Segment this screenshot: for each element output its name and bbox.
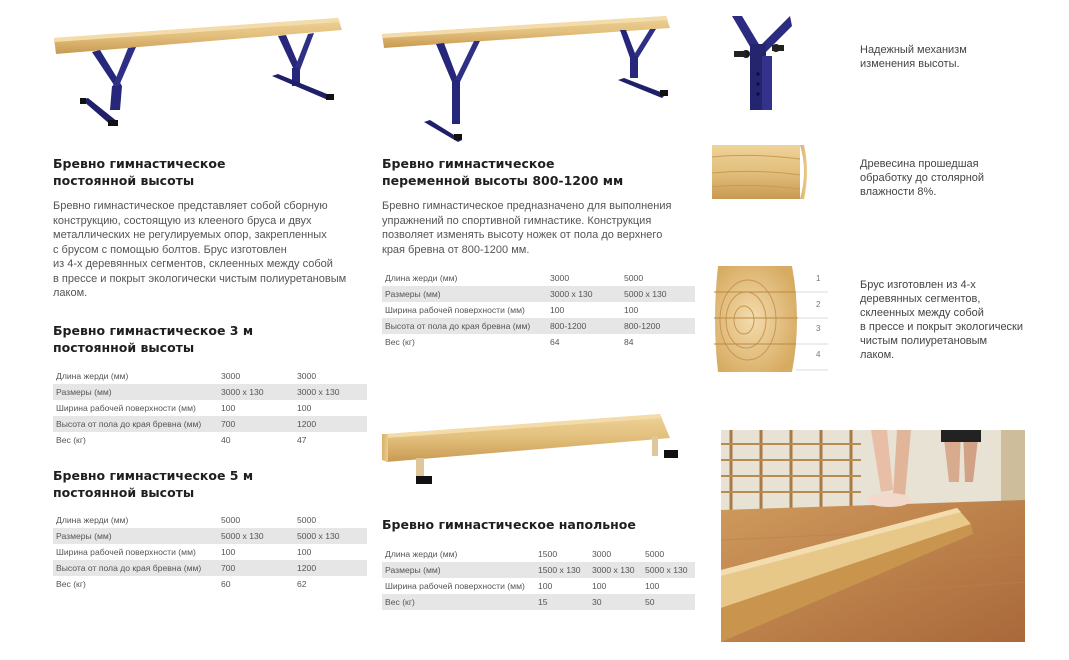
table-row xyxy=(382,562,695,578)
table-row xyxy=(53,544,367,560)
spec-value: 84 xyxy=(624,337,634,347)
spec-value: 30 xyxy=(589,594,642,610)
spec-value: 60 xyxy=(221,579,231,589)
spec-value: 100 xyxy=(297,403,312,413)
table-row xyxy=(53,560,367,576)
table-row xyxy=(53,384,367,400)
spec-value: 100 xyxy=(297,547,312,557)
floor-beam-title: Бревно гимнастическое напольное xyxy=(382,517,636,532)
spec-label: Размеры (мм) xyxy=(382,286,547,302)
spec-value: 3000 xyxy=(550,273,570,283)
spec-label: Длина жерди (мм) xyxy=(56,371,129,381)
spec-value: 3000 x 130 xyxy=(294,384,367,400)
spec-value: 1500 x 130 xyxy=(535,562,589,578)
table-row xyxy=(53,576,367,592)
fixed-beam-image xyxy=(52,14,344,130)
spec-value: 3000 x 130 xyxy=(218,384,294,400)
table-row xyxy=(53,528,367,544)
spec-label: Высота от пола до края бревна (мм) xyxy=(382,318,547,334)
feature-segments-text: Брус изготовлен из 4-х деревянных сегментов, склеенных между собой в прессе и покрыт экологически чистым полиуретановым лаком. xyxy=(860,279,1024,361)
spec-value: 3000 xyxy=(221,371,241,381)
spec-value: 100 xyxy=(624,305,639,315)
table-row xyxy=(382,302,695,318)
spec-value: 62 xyxy=(297,579,307,589)
spec-value: 15 xyxy=(535,594,589,610)
feature-wood-text: Древесина прошедшая обработку до столярной влажности 8%. xyxy=(860,158,985,198)
spec-value: 800-1200 xyxy=(547,318,621,334)
spec-label: Ширина рабочей поверхности (мм) xyxy=(56,403,196,413)
table-row xyxy=(53,368,367,384)
floor-beam-image xyxy=(380,412,690,488)
spec-value: 3000 xyxy=(297,371,317,381)
segment-number: 2 xyxy=(816,300,821,309)
spec-value: 3000 x 130 xyxy=(589,562,642,578)
spec-value: 47 xyxy=(297,435,307,445)
spec-value: 100 xyxy=(538,581,553,591)
table-row xyxy=(382,594,695,610)
spec-label: Высота от пола до края бревна (мм) xyxy=(53,416,218,432)
spec-label: Вес (кг) xyxy=(385,337,415,347)
spec-value: 3000 x 130 xyxy=(547,286,621,302)
spec-value: 1200 xyxy=(294,416,367,432)
table-row xyxy=(382,270,695,286)
spec-label: Размеры (мм) xyxy=(53,384,218,400)
spec-value: 5000 x 130 xyxy=(218,528,294,544)
spec-label: Ширина рабочей поверхности (мм) xyxy=(385,581,525,591)
table-row xyxy=(53,432,367,448)
segment-number: 4 xyxy=(816,350,821,359)
spec-label: Ширина рабочей поверхности (мм) xyxy=(385,305,525,315)
spec-value: 5000 xyxy=(221,515,241,525)
table-row xyxy=(382,546,695,562)
spec-value: 800-1200 xyxy=(621,318,695,334)
spec-label: Длина жерди (мм) xyxy=(385,273,458,283)
spec-value: 100 xyxy=(221,403,236,413)
spec-value: 5000 xyxy=(645,549,665,559)
fixed-beam-description: Бревно гимнастическое представляет собой сборную конструкцию, состоящую из клееного бруса и двух металлических не регулируемых опор, закрепленных с брусом с помощью болтов. Брус изготовлен из 4-х деревянных сегментов, склеенных между собой в прессе и покрыт экологически чистым полиуретановым лаком. xyxy=(53,200,347,299)
table-row xyxy=(382,334,695,350)
spec-value: 1200 xyxy=(294,560,367,576)
table-row xyxy=(53,416,367,432)
spec-value: 5000 x 130 xyxy=(294,528,367,544)
spec-value: 3000 xyxy=(592,549,612,559)
table-row xyxy=(382,578,695,594)
spec-value: 64 xyxy=(550,337,560,347)
spec-label: Длина жерди (мм) xyxy=(56,515,129,525)
table-row xyxy=(382,286,695,302)
spec-value: 100 xyxy=(550,305,565,315)
spec-value: 5000 xyxy=(297,515,317,525)
gymnast-photo xyxy=(721,430,1025,642)
spec-value: 100 xyxy=(592,581,607,591)
table-row xyxy=(53,512,367,528)
spec-value: 40 xyxy=(221,435,231,445)
spec-label: Вес (кг) xyxy=(56,435,86,445)
variable-beam-image xyxy=(380,14,672,144)
spec-value: 100 xyxy=(221,547,236,557)
spec-value: 100 xyxy=(645,581,660,591)
fixed-5m-spec-table xyxy=(53,512,367,592)
spec-label: Вес (кг) xyxy=(56,579,86,589)
cross-section-image xyxy=(712,266,830,374)
spec-label: Ширина рабочей поверхности (мм) xyxy=(56,547,196,557)
floor-spec-table xyxy=(382,546,695,610)
spec-label: Вес (кг) xyxy=(382,594,535,610)
spec-label: Размеры (мм) xyxy=(382,562,535,578)
variable-spec-table xyxy=(382,270,695,350)
spec-label: Размеры (мм) xyxy=(53,528,218,544)
spec-value: 700 xyxy=(218,416,294,432)
spec-label: Длина жерди (мм) xyxy=(385,549,458,559)
wood-piece-image xyxy=(712,143,808,201)
fixed-3m-title: Бревно гимнастическое 3 м постоянной высоты xyxy=(53,323,254,355)
table-row xyxy=(53,400,367,416)
variable-beam-description: Бревно гимнастическое предназначено для выполнения упражнений по спортивной гимнастике. Конструкция позволяет изменять высоту ножек от пола до верхнего края бревна от 800-1200 мм. xyxy=(382,200,672,256)
spec-value: 1500 xyxy=(538,549,558,559)
segment-number: 1 xyxy=(816,274,821,283)
fixed-5m-title: Бревно гимнастическое 5 м постоянной высоты xyxy=(53,468,254,500)
spec-value: 700 xyxy=(218,560,294,576)
mechanism-image xyxy=(732,16,792,110)
fixed-3m-spec-table xyxy=(53,368,367,448)
table-row xyxy=(382,318,695,334)
spec-value: 5000 x 130 xyxy=(621,286,695,302)
spec-value: 5000 xyxy=(624,273,644,283)
spec-value: 50 xyxy=(642,594,695,610)
feature-mechanism-text: Надежный механизм изменения высоты. xyxy=(860,44,967,70)
variable-beam-title: Бревно гимнастическое переменной высоты 800-1200 мм xyxy=(382,156,624,188)
spec-value: 5000 x 130 xyxy=(642,562,695,578)
segment-number: 3 xyxy=(816,324,821,333)
spec-label: Высота от пола до края бревна (мм) xyxy=(53,560,218,576)
fixed-beam-title: Бревно гимнастическое постоянной высоты xyxy=(53,156,226,188)
